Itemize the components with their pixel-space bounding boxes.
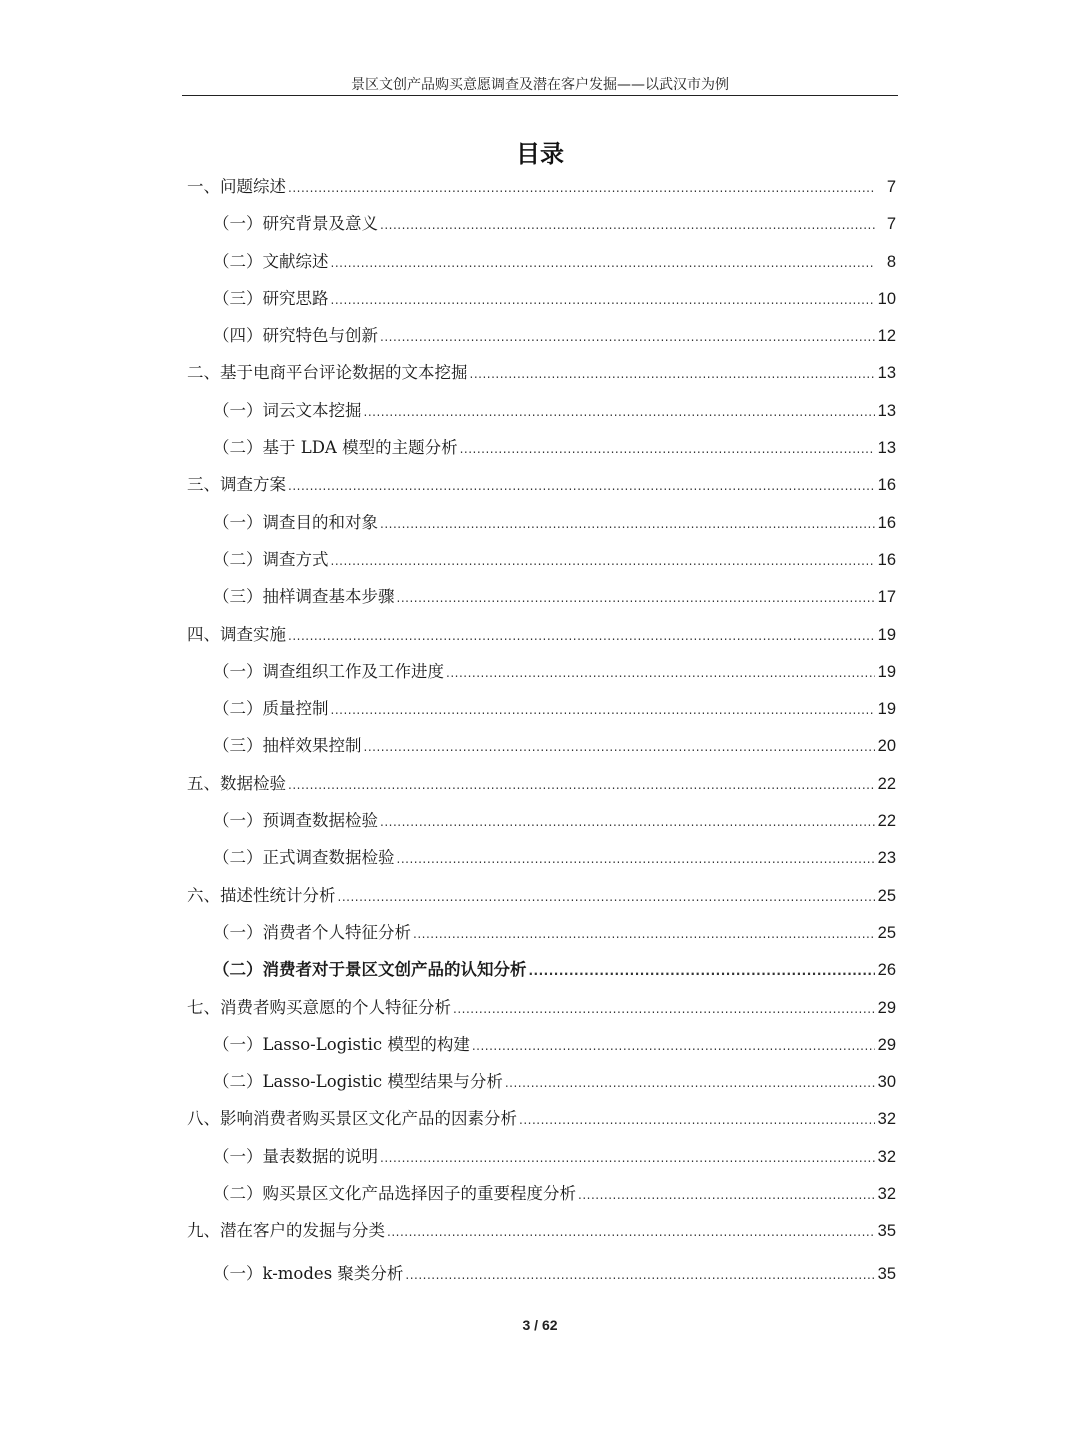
toc-entry-6[interactable] xyxy=(187,883,896,920)
dot-leader xyxy=(331,287,875,313)
toc-entry-9[interactable] xyxy=(187,1218,896,1255)
toc-entry-page: 35 xyxy=(877,1264,896,1283)
page-separator: / xyxy=(534,1317,539,1333)
toc-entry-label: （一）调查组织工作及工作进度 xyxy=(213,661,444,681)
toc-entry-4-2[interactable] xyxy=(187,696,896,733)
toc-entry-page: 32 xyxy=(877,1185,896,1204)
toc-entry-2[interactable] xyxy=(187,360,896,397)
toc-entry-4-1[interactable] xyxy=(187,659,896,696)
toc-entry-page: 12 xyxy=(877,327,896,346)
toc-entry-3-2[interactable] xyxy=(187,547,896,584)
toc-entry-page: 26 xyxy=(877,961,896,980)
dot-leader xyxy=(331,250,876,276)
toc-entry-label: （二）调查方式 xyxy=(213,549,329,569)
dot-leader xyxy=(380,511,875,537)
table-of-contents xyxy=(187,174,896,1298)
dot-leader xyxy=(364,399,875,425)
toc-entry-label: （二）购买景区文化产品选择因子的重要程度分析 xyxy=(213,1184,576,1204)
toc-entry-1[interactable] xyxy=(187,174,896,211)
toc-entry-page: 19 xyxy=(877,625,896,644)
dot-leader xyxy=(413,921,875,947)
toc-entry-label: （一）Lasso-Logistic 模型的构建 xyxy=(213,1034,470,1054)
toc-entry-5-2[interactable] xyxy=(187,845,896,882)
toc-entry-page: 25 xyxy=(877,923,896,942)
dot-leader xyxy=(380,1145,875,1171)
toc-entry-label: （二）消费者对于景区文创产品的认知分析 xyxy=(213,960,527,980)
current-page-number: 3 xyxy=(522,1317,531,1333)
toc-entry-9-1[interactable] xyxy=(187,1261,896,1298)
toc-entry-3-1[interactable] xyxy=(187,510,896,547)
header-rule xyxy=(182,95,898,96)
dot-leader xyxy=(380,809,875,835)
dot-leader xyxy=(288,772,875,798)
toc-entry-label: 五、数据检验 xyxy=(187,773,286,793)
toc-title: 目录 xyxy=(516,140,564,168)
toc-entry-label: 三、调查方案 xyxy=(187,475,286,495)
toc-entry-label: （一）研究背景及意义 xyxy=(213,214,378,234)
dot-leader xyxy=(446,660,875,686)
toc-entry-label: 七、消费者购买意愿的个人特征分析 xyxy=(187,997,451,1017)
toc-entry-label: （一）预调查数据检验 xyxy=(213,811,378,831)
dot-leader xyxy=(387,1219,875,1245)
toc-entry-1-3[interactable] xyxy=(187,286,896,323)
dot-leader xyxy=(529,958,875,984)
toc-entry-4[interactable] xyxy=(187,622,896,659)
dot-leader xyxy=(288,473,875,499)
dot-leader xyxy=(578,1182,875,1208)
running-header: 景区文创产品购买意愿调查及潜在客户发掘——以武汉市为例 xyxy=(351,77,729,93)
toc-entry-label: （一）词云文本挖掘 xyxy=(213,400,362,420)
toc-entry-8-2[interactable] xyxy=(187,1181,896,1218)
dot-leader xyxy=(288,623,875,649)
dot-leader xyxy=(338,884,875,910)
toc-entry-page: 23 xyxy=(877,849,896,868)
toc-entry-6-2[interactable] xyxy=(187,957,896,994)
toc-entry-label: （二）文献综述 xyxy=(213,251,329,271)
toc-entry-label: （三）研究思路 xyxy=(213,288,329,308)
toc-entry-page: 20 xyxy=(877,737,896,756)
dot-leader xyxy=(505,1070,875,1096)
toc-entry-page: 17 xyxy=(877,588,896,607)
toc-entry-page: 16 xyxy=(877,513,896,532)
toc-entry-7[interactable] xyxy=(187,995,896,1032)
total-page-count: 62 xyxy=(541,1317,558,1333)
dot-leader xyxy=(470,361,875,387)
dot-leader xyxy=(331,697,875,723)
toc-entry-label: （一）调查目的和对象 xyxy=(213,512,378,532)
toc-entry-6-1[interactable] xyxy=(187,920,896,957)
dot-leader xyxy=(364,734,875,760)
toc-entry-label: （一）消费者个人特征分析 xyxy=(213,922,411,942)
toc-entry-page: 7 xyxy=(886,178,896,196)
dot-leader xyxy=(460,436,875,462)
toc-entry-page: 13 xyxy=(877,439,896,458)
toc-entry-label: 六、描述性统计分析 xyxy=(187,885,336,905)
toc-entry-page: 16 xyxy=(877,550,896,569)
toc-entry-page: 16 xyxy=(877,476,896,495)
toc-entry-label: （三）抽样调查基本步骤 xyxy=(213,587,395,607)
toc-entry-label: 八、影响消费者购买景区文化产品的因素分析 xyxy=(187,1109,517,1129)
toc-entry-3-3[interactable] xyxy=(187,584,896,621)
toc-entry-label: 二、基于电商平台评论数据的文本挖掘 xyxy=(187,363,468,383)
toc-entry-page: 10 xyxy=(877,289,896,308)
toc-entry-1-1[interactable] xyxy=(187,211,896,248)
toc-entry-7-2[interactable] xyxy=(187,1069,896,1106)
toc-entry-page: 32 xyxy=(877,1110,896,1129)
toc-entry-label: （二）基于 LDA 模型的主题分析 xyxy=(213,438,458,458)
dot-leader xyxy=(397,585,875,611)
toc-entry-page: 22 xyxy=(877,774,896,793)
dot-leader xyxy=(397,846,875,872)
toc-entry-page: 7 xyxy=(886,215,896,234)
toc-entry-label: （四）研究特色与创新 xyxy=(213,326,378,346)
toc-entry-1-4[interactable] xyxy=(187,323,896,360)
toc-entry-3[interactable] xyxy=(187,472,896,509)
toc-entry-5[interactable] xyxy=(187,771,896,808)
toc-entry-2-2[interactable] xyxy=(187,435,896,472)
dot-leader xyxy=(380,324,875,350)
toc-entry-page: 22 xyxy=(877,812,896,831)
dot-leader xyxy=(472,1033,875,1059)
toc-entry-7-1[interactable] xyxy=(187,1032,896,1069)
toc-entry-label: （三）抽样效果控制 xyxy=(213,736,362,756)
toc-entry-8[interactable] xyxy=(187,1106,896,1143)
toc-entry-1-2[interactable] xyxy=(187,249,896,286)
toc-entry-page: 29 xyxy=(877,998,896,1017)
toc-entry-5-1[interactable] xyxy=(187,808,896,845)
toc-entry-label: 四、调查实施 xyxy=(187,624,286,644)
toc-entry-4-3[interactable] xyxy=(187,733,896,770)
dot-leader xyxy=(453,996,875,1022)
toc-entry-page: 13 xyxy=(877,364,896,383)
toc-entry-label: （二）正式调查数据检验 xyxy=(213,848,395,868)
dot-leader xyxy=(288,175,875,201)
toc-entry-page: 29 xyxy=(877,1035,896,1054)
dot-leader xyxy=(519,1107,875,1133)
toc-entry-label: （二）质量控制 xyxy=(213,699,329,719)
toc-entry-2-1[interactable] xyxy=(187,398,896,435)
page-number xyxy=(0,1317,1080,1333)
toc-entry-label: （二）Lasso-Logistic 模型结果与分析 xyxy=(213,1072,503,1092)
toc-entry-8-1[interactable] xyxy=(187,1144,896,1181)
dot-leader xyxy=(331,548,875,574)
toc-entry-label: （一）k-modes 聚类分析 xyxy=(213,1263,404,1283)
toc-entry-page: 19 xyxy=(877,700,896,719)
dot-leader xyxy=(405,1262,874,1288)
toc-entry-label: 九、潜在客户的发掘与分类 xyxy=(187,1221,385,1241)
dot-leader xyxy=(380,212,875,238)
toc-entry-page: 13 xyxy=(877,401,896,420)
toc-entry-page: 30 xyxy=(877,1073,896,1092)
toc-entry-page: 25 xyxy=(877,886,896,905)
toc-entry-page: 35 xyxy=(877,1222,896,1241)
toc-entry-label: 一、问题综述 xyxy=(187,177,286,196)
toc-entry-page: 32 xyxy=(877,1147,896,1166)
toc-entry-label: （一）量表数据的说明 xyxy=(213,1146,378,1166)
toc-entry-page: 8 xyxy=(886,252,896,271)
toc-entry-page: 19 xyxy=(877,662,896,681)
